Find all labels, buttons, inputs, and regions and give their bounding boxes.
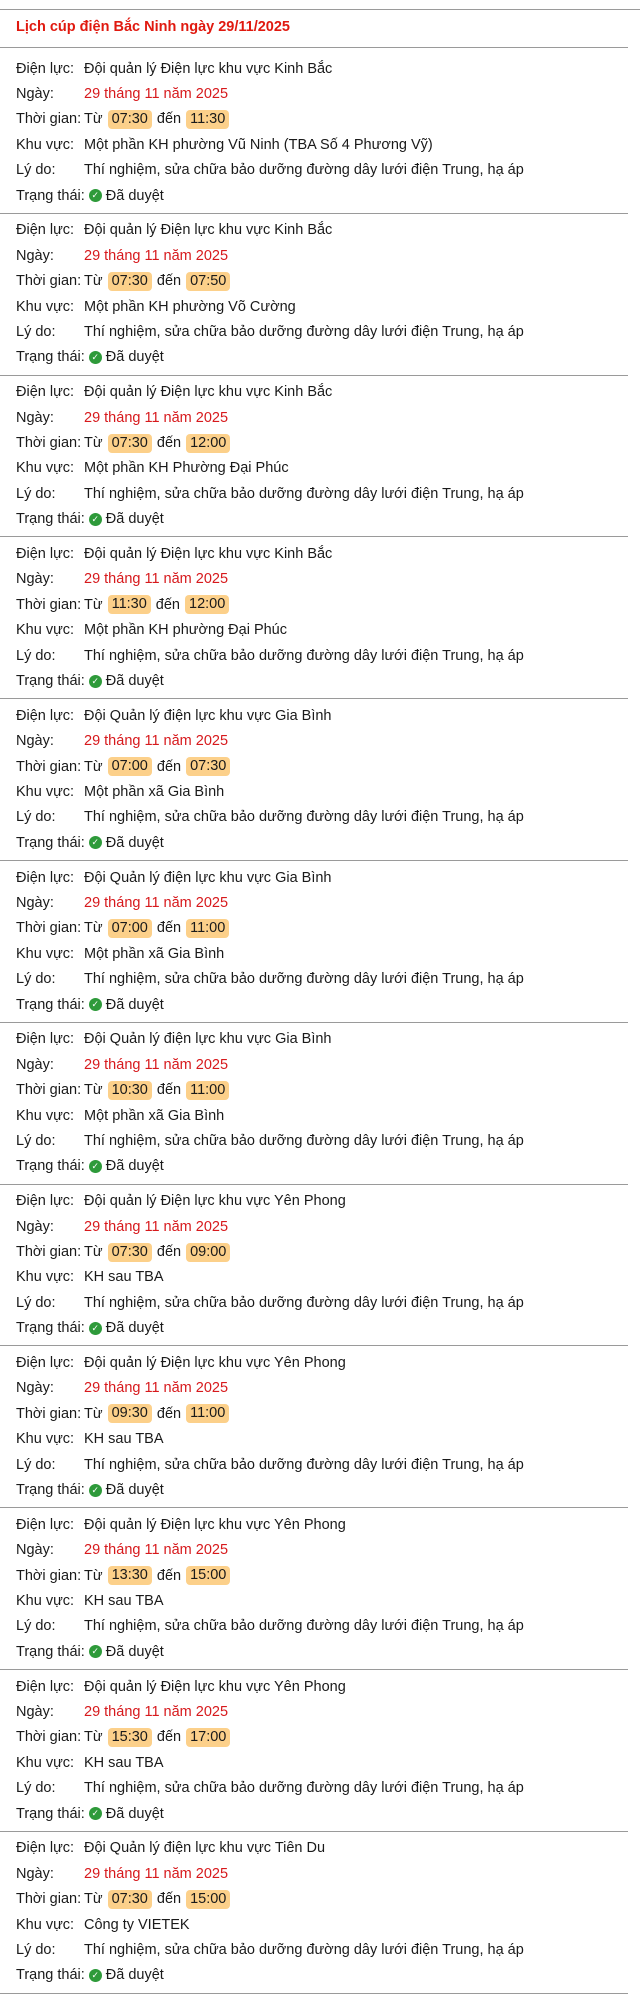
status-row	[0, 1477, 628, 1502]
area-row	[0, 1588, 628, 1613]
power-row	[0, 703, 628, 728]
date-label: Ngày:	[16, 733, 54, 750]
status-row	[0, 183, 628, 208]
status-label: Trạng thái:	[16, 1643, 85, 1660]
date-row	[0, 243, 628, 268]
end-time-badge: 11:30	[186, 110, 229, 129]
reason-label: Lý do:	[16, 1618, 56, 1635]
power-row	[0, 1027, 628, 1052]
status-row	[0, 830, 628, 855]
status-row	[0, 1801, 628, 1826]
from-label: Từ	[84, 596, 103, 613]
date-row	[0, 405, 628, 430]
area-row	[0, 941, 628, 966]
reason-row	[0, 1128, 628, 1153]
area-value: Một phần KH phường Đại Phúc	[84, 622, 287, 639]
outage-record	[0, 1023, 628, 1185]
reason-row	[0, 1452, 628, 1477]
reason-value: Thí nghiệm, sửa chữa bảo dưỡng đường dây lưới điện Trung, hạ áp	[84, 1133, 524, 1150]
time-row	[0, 592, 628, 617]
power-row	[0, 541, 628, 566]
date-row	[0, 1052, 628, 1077]
top-divider	[0, 9, 640, 10]
power-row	[0, 1836, 628, 1861]
reason-label: Lý do:	[16, 1133, 56, 1150]
time-row	[0, 1887, 628, 1912]
check-circle-icon: ✓	[89, 836, 102, 849]
time-row	[0, 269, 628, 294]
area-value: KH sau TBA	[84, 1431, 164, 1448]
reason-row	[0, 1937, 628, 1962]
to-label: đến	[156, 273, 182, 290]
start-time-badge: 07:00	[108, 757, 152, 776]
area-value: Công ty VIETEK	[84, 1916, 190, 1933]
status-value: Đã duyệt	[105, 834, 164, 851]
time-row	[0, 1725, 628, 1750]
area-value: Một phần xã Gia Bình	[84, 1107, 225, 1124]
reason-value: Thí nghiệm, sửa chữa bảo dưỡng đường dây lưới điện Trung, hạ áp	[84, 1618, 524, 1635]
power-label: Điện lực:	[16, 1840, 75, 1857]
time-row	[0, 1563, 628, 1588]
status-row	[0, 668, 628, 693]
reason-label: Lý do:	[16, 324, 56, 341]
area-label: Khu vực:	[16, 1269, 75, 1286]
date-label: Ngày:	[16, 1542, 54, 1559]
from-label: Từ	[84, 435, 103, 452]
area-row	[0, 1427, 628, 1452]
power-value: Đội quản lý Điện lực khu vực Yên Phong	[84, 1678, 346, 1695]
status-label: Trạng thái:	[16, 1967, 85, 1984]
outage-record	[0, 1346, 628, 1508]
area-row	[0, 1750, 628, 1775]
reason-value: Thí nghiệm, sửa chữa bảo dưỡng đường dây lưới điện Trung, hạ áp	[84, 324, 524, 341]
power-row	[0, 1189, 628, 1214]
outage-record	[0, 699, 628, 861]
outage-record	[0, 376, 628, 538]
status-row	[0, 345, 628, 370]
reason-label: Lý do:	[16, 1780, 56, 1797]
start-time-badge: 15:30	[108, 1728, 152, 1747]
power-label: Điện lực:	[16, 707, 75, 724]
status-label: Trạng thái:	[16, 187, 85, 204]
reason-label: Lý do:	[16, 971, 56, 988]
outage-record	[0, 52, 628, 214]
area-row	[0, 1912, 628, 1937]
area-label: Khu vực:	[16, 1916, 75, 1933]
title-divider	[0, 47, 628, 48]
from-label: Từ	[84, 273, 103, 290]
outage-record	[0, 537, 628, 699]
area-value: KH sau TBA	[84, 1754, 164, 1771]
status-value: Đã duyệt	[105, 187, 164, 204]
reason-row	[0, 1776, 628, 1801]
start-time-badge: 07:30	[108, 110, 152, 129]
date-label: Ngày:	[16, 895, 54, 912]
check-circle-icon: ✓	[89, 1160, 102, 1173]
power-label: Điện lực:	[16, 222, 75, 239]
from-label: Từ	[84, 111, 103, 128]
date-label: Ngày:	[16, 571, 54, 588]
outage-record	[0, 861, 628, 1023]
status-label: Trạng thái:	[16, 834, 85, 851]
status-value: Đã duyệt	[105, 1967, 164, 1984]
date-value: 29 tháng 11 năm 2025	[84, 409, 229, 426]
power-label: Điện lực:	[16, 546, 75, 563]
to-label: đến	[156, 111, 182, 128]
reason-label: Lý do:	[16, 162, 56, 179]
power-value: Đội Quản lý điện lực khu vực Tiên Du	[84, 1840, 326, 1857]
outage-list	[0, 52, 628, 1994]
power-value: Đội quản lý Điện lực khu vực Kinh Bắc	[84, 546, 333, 563]
end-time-badge: 11:00	[186, 1404, 229, 1423]
start-time-badge: 07:00	[108, 919, 152, 938]
area-label: Khu vực:	[16, 298, 75, 315]
status-label: Trạng thái:	[16, 1158, 85, 1175]
reason-value: Thí nghiệm, sửa chữa bảo dưỡng đường dây lưới điện Trung, hạ áp	[84, 1942, 524, 1959]
reason-value: Thí nghiệm, sửa chữa bảo dưỡng đường dây lưới điện Trung, hạ áp	[84, 647, 524, 664]
area-label: Khu vực:	[16, 1107, 75, 1124]
power-value: Đội quản lý Điện lực khu vực Yên Phong	[84, 1355, 346, 1372]
date-value: 29 tháng 11 năm 2025	[84, 571, 229, 588]
to-label: đến	[155, 596, 180, 613]
power-value: Đội quản lý Điện lực khu vực Kinh Bắc	[84, 222, 333, 239]
area-value: Một phần KH Phường Đại Phúc	[84, 460, 289, 477]
reason-row	[0, 319, 628, 344]
area-value: Một phần KH phường Võ Cường	[84, 298, 296, 315]
power-row	[0, 380, 628, 405]
from-label: Từ	[84, 1729, 103, 1746]
power-value: Đội quản lý Điện lực khu vực Yên Phong	[84, 1193, 346, 1210]
area-row	[0, 456, 628, 481]
page-title: Lịch cúp điện Bắc Ninh ngày 29/11/2025	[16, 19, 290, 35]
area-label: Khu vực:	[16, 622, 75, 639]
end-time-badge: 07:50	[186, 272, 230, 291]
date-row	[0, 890, 628, 915]
from-label: Từ	[84, 1082, 103, 1099]
area-label: Khu vực:	[16, 945, 75, 962]
check-circle-icon: ✓	[89, 1969, 102, 1982]
time-label: Thời gian:	[16, 596, 82, 613]
reason-label: Lý do:	[16, 1294, 56, 1311]
start-time-badge: 09:30	[108, 1404, 152, 1423]
date-row	[0, 1861, 628, 1886]
power-row	[0, 56, 628, 81]
outage-record	[0, 214, 628, 376]
status-value: Đã duyệt	[105, 1320, 164, 1337]
check-circle-icon: ✓	[89, 189, 102, 202]
status-row	[0, 1963, 628, 1988]
to-label: đến	[156, 1082, 182, 1099]
time-label: Thời gian:	[16, 920, 82, 937]
area-label: Khu vực:	[16, 460, 75, 477]
start-time-badge: 07:30	[108, 434, 152, 453]
area-label: Khu vực:	[16, 1593, 75, 1610]
time-label: Thời gian:	[16, 1082, 82, 1099]
status-value: Đã duyệt	[105, 511, 164, 528]
from-label: Từ	[84, 1891, 103, 1908]
area-row	[0, 1265, 628, 1290]
outage-record	[0, 1508, 628, 1670]
date-row	[0, 1538, 628, 1563]
power-value: Đội quản lý Điện lực khu vực Yên Phong	[84, 1516, 346, 1533]
status-label: Trạng thái:	[16, 511, 85, 528]
reason-row	[0, 1290, 628, 1315]
date-label: Ngày:	[16, 1218, 54, 1235]
status-value: Đã duyệt	[105, 996, 164, 1013]
from-label: Từ	[84, 1405, 103, 1422]
end-time-badge: 15:00	[186, 1890, 230, 1909]
area-label: Khu vực:	[16, 1431, 75, 1448]
date-row	[0, 729, 628, 754]
reason-label: Lý do:	[16, 1456, 56, 1473]
time-label: Thời gian:	[16, 1891, 82, 1908]
check-circle-icon: ✓	[89, 513, 102, 526]
start-time-badge: 07:30	[108, 1243, 152, 1262]
from-label: Từ	[84, 758, 103, 775]
date-value: 29 tháng 11 năm 2025	[84, 1218, 229, 1235]
reason-row	[0, 158, 628, 183]
reason-value: Thí nghiệm, sửa chữa bảo dưỡng đường dây lưới điện Trung, hạ áp	[84, 162, 524, 179]
power-label: Điện lực:	[16, 1678, 75, 1695]
area-value: KH sau TBA	[84, 1593, 164, 1610]
date-label: Ngày:	[16, 1865, 54, 1882]
status-row	[0, 1154, 628, 1179]
start-time-badge: 13:30	[108, 1566, 152, 1585]
end-time-badge: 12:00	[185, 595, 229, 614]
to-label: đến	[156, 1405, 182, 1422]
area-row	[0, 132, 628, 157]
power-value: Đội quản lý Điện lực khu vực Kinh Bắc	[84, 384, 333, 401]
reason-value: Thí nghiệm, sửa chữa bảo dưỡng đường dây lưới điện Trung, hạ áp	[84, 971, 524, 988]
time-row	[0, 1078, 628, 1103]
start-time-badge: 07:30	[108, 1890, 152, 1909]
area-row	[0, 618, 628, 643]
time-label: Thời gian:	[16, 1567, 82, 1584]
area-label: Khu vực:	[16, 136, 75, 153]
area-label: Khu vực:	[16, 784, 75, 801]
reason-value: Thí nghiệm, sửa chữa bảo dưỡng đường dây lưới điện Trung, hạ áp	[84, 1294, 524, 1311]
area-label: Khu vực:	[16, 1754, 75, 1771]
to-label: đến	[156, 758, 182, 775]
check-circle-icon: ✓	[89, 1807, 102, 1820]
status-row	[0, 1639, 628, 1664]
date-value: 29 tháng 11 năm 2025	[84, 1704, 229, 1721]
from-label: Từ	[84, 1244, 103, 1261]
status-value: Đã duyệt	[105, 1158, 164, 1175]
from-label: Từ	[84, 920, 103, 937]
area-row	[0, 1103, 628, 1128]
power-label: Điện lực:	[16, 1193, 75, 1210]
time-label: Thời gian:	[16, 273, 82, 290]
time-row	[0, 916, 628, 941]
date-value: 29 tháng 11 năm 2025	[84, 733, 229, 750]
status-row	[0, 992, 628, 1017]
reason-value: Thí nghiệm, sửa chữa bảo dưỡng đường dây lưới điện Trung, hạ áp	[84, 809, 524, 826]
power-label: Điện lực:	[16, 1516, 75, 1533]
date-label: Ngày:	[16, 86, 54, 103]
to-label: đến	[156, 1244, 182, 1261]
date-value: 29 tháng 11 năm 2025	[84, 1380, 229, 1397]
area-row	[0, 779, 628, 804]
power-value: Đội Quản lý điện lực khu vực Gia Bình	[84, 869, 332, 886]
check-circle-icon: ✓	[89, 1484, 102, 1497]
power-label: Điện lực:	[16, 60, 75, 77]
end-time-badge: 09:00	[186, 1243, 230, 1262]
reason-row	[0, 643, 628, 668]
status-label: Trạng thái:	[16, 1482, 85, 1499]
reason-value: Thí nghiệm, sửa chữa bảo dưỡng đường dây lưới điện Trung, hạ áp	[84, 1780, 524, 1797]
to-label: đến	[156, 1729, 182, 1746]
check-circle-icon: ✓	[89, 675, 102, 688]
status-value: Đã duyệt	[105, 1482, 164, 1499]
status-label: Trạng thái:	[16, 673, 85, 690]
reason-label: Lý do:	[16, 647, 56, 664]
to-label: đến	[156, 435, 182, 452]
date-row	[0, 567, 628, 592]
time-row	[0, 1401, 628, 1426]
start-time-badge: 11:30	[108, 595, 151, 614]
end-time-badge: 11:00	[186, 919, 229, 938]
status-value: Đã duyệt	[105, 1643, 164, 1660]
check-circle-icon: ✓	[89, 1645, 102, 1658]
power-label: Điện lực:	[16, 869, 75, 886]
outage-record	[0, 1185, 628, 1347]
area-value: Một phần xã Gia Bình	[84, 945, 225, 962]
status-label: Trạng thái:	[16, 1805, 85, 1822]
status-label: Trạng thái:	[16, 1320, 85, 1337]
reason-label: Lý do:	[16, 809, 56, 826]
date-value: 29 tháng 11 năm 2025	[84, 1056, 229, 1073]
reason-label: Lý do:	[16, 485, 56, 502]
end-time-badge: 07:30	[186, 757, 230, 776]
power-value: Đội Quản lý điện lực khu vực Gia Bình	[84, 707, 332, 724]
to-label: đến	[156, 1567, 182, 1584]
status-row	[0, 1316, 628, 1341]
power-row	[0, 218, 628, 243]
power-row	[0, 1512, 628, 1537]
time-row	[0, 107, 628, 132]
date-label: Ngày:	[16, 1056, 54, 1073]
check-circle-icon: ✓	[89, 1322, 102, 1335]
power-label: Điện lực:	[16, 1355, 75, 1372]
power-label: Điện lực:	[16, 1031, 75, 1048]
outage-record	[0, 1832, 628, 1994]
reason-value: Thí nghiệm, sửa chữa bảo dưỡng đường dây lưới điện Trung, hạ áp	[84, 1456, 524, 1473]
time-label: Thời gian:	[16, 111, 82, 128]
power-value: Đội quản lý Điện lực khu vực Kinh Bắc	[84, 60, 333, 77]
time-label: Thời gian:	[16, 1244, 82, 1261]
time-row	[0, 754, 628, 779]
end-time-badge: 17:00	[186, 1728, 230, 1747]
reason-row	[0, 481, 628, 506]
area-value: KH sau TBA	[84, 1269, 164, 1286]
status-value: Đã duyệt	[105, 673, 164, 690]
status-row	[0, 507, 628, 532]
end-time-badge: 12:00	[186, 434, 230, 453]
area-value: Một phần xã Gia Bình	[84, 784, 225, 801]
power-row	[0, 1350, 628, 1375]
date-label: Ngày:	[16, 1380, 54, 1397]
power-row	[0, 865, 628, 890]
date-value: 29 tháng 11 năm 2025	[84, 86, 229, 103]
status-value: Đã duyệt	[105, 349, 164, 366]
reason-row	[0, 967, 628, 992]
reason-value: Thí nghiệm, sửa chữa bảo dưỡng đường dây lưới điện Trung, hạ áp	[84, 485, 524, 502]
time-label: Thời gian:	[16, 1405, 82, 1422]
time-label: Thời gian:	[16, 1729, 82, 1746]
date-row	[0, 1376, 628, 1401]
reason-row	[0, 805, 628, 830]
time-row	[0, 1239, 628, 1264]
date-label: Ngày:	[16, 409, 54, 426]
date-row	[0, 1699, 628, 1724]
end-time-badge: 11:00	[186, 1081, 229, 1100]
date-label: Ngày:	[16, 1704, 54, 1721]
date-row	[0, 1214, 628, 1239]
date-value: 29 tháng 11 năm 2025	[84, 1542, 229, 1559]
area-value: Một phần KH phường Vũ Ninh (TBA Số 4 Phương Vỹ)	[84, 136, 433, 153]
power-label: Điện lực:	[16, 384, 75, 401]
start-time-badge: 10:30	[108, 1081, 152, 1100]
date-value: 29 tháng 11 năm 2025	[84, 895, 229, 912]
end-time-badge: 15:00	[186, 1566, 230, 1585]
time-label: Thời gian:	[16, 758, 82, 775]
status-label: Trạng thái:	[16, 349, 85, 366]
time-label: Thời gian:	[16, 435, 82, 452]
check-circle-icon: ✓	[89, 351, 102, 364]
status-label: Trạng thái:	[16, 996, 85, 1013]
area-row	[0, 294, 628, 319]
date-label: Ngày:	[16, 247, 54, 264]
power-value: Đội Quản lý điện lực khu vực Gia Bình	[84, 1031, 332, 1048]
status-value: Đã duyệt	[105, 1805, 164, 1822]
time-row	[0, 430, 628, 455]
start-time-badge: 07:30	[108, 272, 152, 291]
outage-record	[0, 1670, 628, 1832]
to-label: đến	[156, 920, 182, 937]
date-value: 29 tháng 11 năm 2025	[84, 1865, 229, 1882]
reason-label: Lý do:	[16, 1942, 56, 1959]
check-circle-icon: ✓	[89, 998, 102, 1011]
date-row	[0, 81, 628, 106]
to-label: đến	[156, 1891, 182, 1908]
date-value: 29 tháng 11 năm 2025	[84, 247, 229, 264]
power-row	[0, 1674, 628, 1699]
from-label: Từ	[84, 1567, 103, 1584]
reason-row	[0, 1614, 628, 1639]
